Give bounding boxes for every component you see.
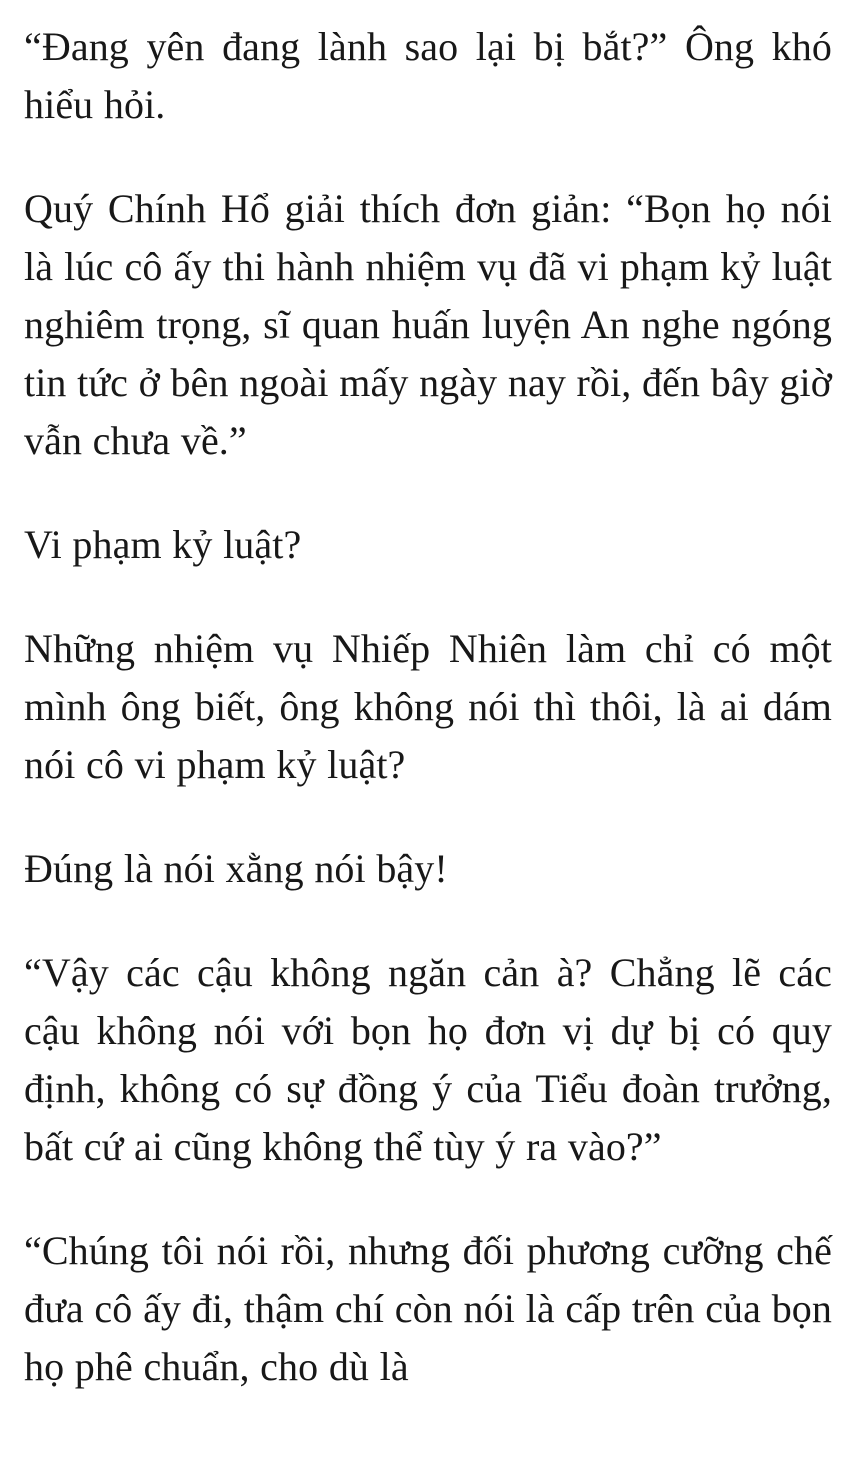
- paragraph: Vi phạm kỷ luật?: [24, 522, 302, 567]
- paragraph: “Vậy các cậu không ngăn cản à? Chẳng lẽ các cậu không nói với bọn họ đơn vị dự bị có quy định, không có sự đồng ý của Tiểu đoàn trưởng, bất cứ ai cũng không thể tùy ý ra vào?”: [24, 950, 832, 1169]
- paragraph: Quý Chính Hổ giải thích đơn giản: “Bọn họ nói là lúc cô ấy thi hành nhiệm vụ đã vi phạm kỷ luật nghiêm trọng, sĩ quan huấn luyện An nghe ngóng tin tức ở bên ngoài mấy ngày nay rồi, đến bây giờ vẫn chưa về.”: [24, 186, 832, 463]
- paragraph: “Đang yên đang lành sao lại bị bắt?” Ông khó hiểu hỏi.: [24, 24, 832, 127]
- paragraph: Đúng là nói xằng nói bậy!: [24, 846, 448, 891]
- paragraph: Những nhiệm vụ Nhiếp Nhiên làm chỉ có một mình ông biết, ông không nói thì thôi, là ai dám nói cô vi phạm kỷ luật?: [24, 626, 832, 787]
- paragraph: “Chúng tôi nói rồi, nhưng đối phương cưỡng chế đưa cô ấy đi, thậm chí còn nói là cấp trên của bọn họ phê chuẩn, cho dù là: [24, 1228, 832, 1389]
